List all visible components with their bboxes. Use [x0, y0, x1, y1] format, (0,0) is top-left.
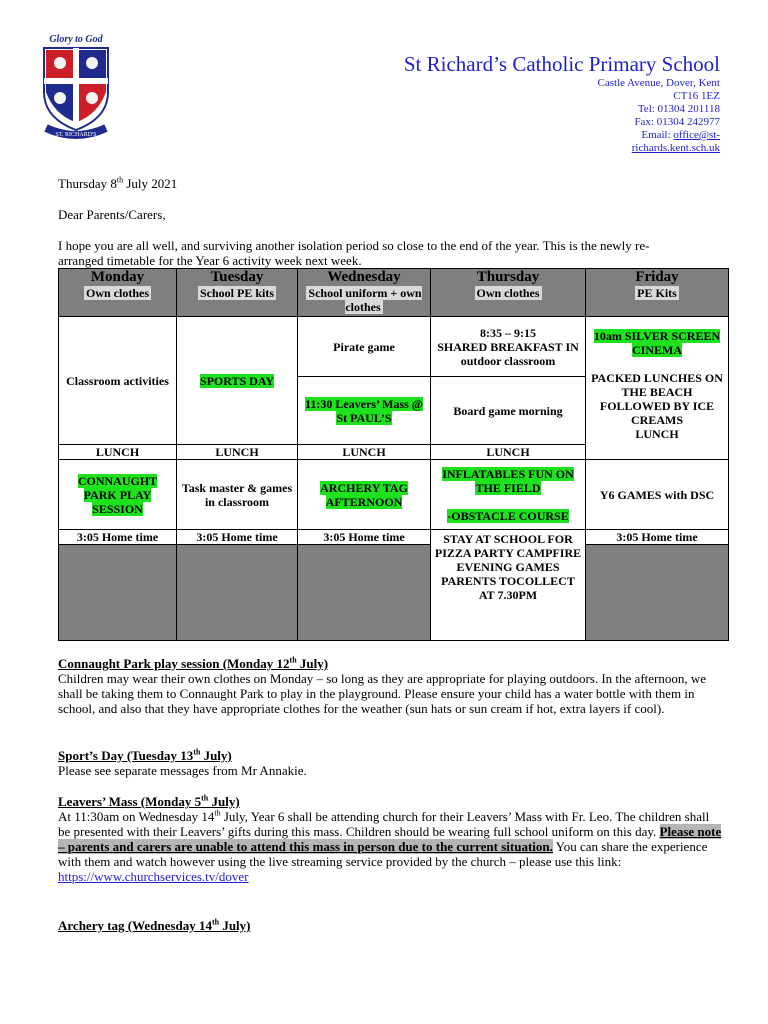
empty-grey-cell	[59, 545, 177, 641]
connaught-heading: Connaught Park play session (Monday 12th July)	[58, 655, 329, 671]
connaught-section	[58, 656, 722, 716]
connaught-text: Children may wear their own clothes on Monday – so long as they are appropriate for playing outdoors. In the afternoon, we shall be taking them to Connaught Park to play in the playground. Please ensure your child has a water bottle with them in school, and also that they have appropriate clothes for the weather (sun hats or sun cream if hot, extra layers if cool).	[58, 671, 707, 716]
home-time-cell: 3:05 Home time	[59, 530, 177, 545]
crest-motto: Glory to God	[49, 34, 103, 45]
day-header-monday: Monday Own clothes	[59, 269, 177, 317]
archery-section	[58, 918, 722, 933]
school-crest-logo	[36, 30, 116, 140]
day-header-friday: Friday PE Kits	[586, 269, 729, 317]
intro-line-2: arranged timetable for the Year 6 activity week next week.	[58, 253, 362, 268]
home-time-row	[59, 530, 729, 545]
lunch-cell: LUNCH	[298, 445, 431, 460]
wednesday-afternoon-cell: ARCHERY TAG AFTERNOON	[298, 460, 431, 530]
empty-grey-cell	[298, 545, 431, 641]
home-time-cell: 3:05 Home time	[586, 530, 729, 545]
email-label: Email:	[641, 129, 671, 141]
monday-afternoon-cell: CONNAUGHT PARK PLAY SESSION	[59, 460, 177, 530]
archery-heading: Archery tag (Wednesday 14th July)	[58, 917, 251, 933]
crest-name: ST. RICHARD'S	[55, 132, 97, 138]
tuesday-morning-cell: SPORTS DAY	[177, 317, 298, 445]
lunch-cell: LUNCH	[177, 445, 298, 460]
address-line-1: Castle Avenue, Dover, Kent	[597, 77, 720, 89]
evening-row	[59, 545, 729, 641]
intro-line-1: I hope you are all well, and surviving another isolation period so close to the end of the year. This is the newly re-	[58, 238, 650, 253]
church-stream-link[interactable]: https://www.churchservices.tv/dover	[58, 869, 249, 884]
friday-morning-cell: 10am SILVER SCREEN CINEMA PACKED LUNCHES ON THE BEACH FOLLOWED BY ICE CREAMS LUNCH	[586, 317, 729, 460]
thursday-morning-cell-2: Board game morning	[431, 377, 586, 445]
friday-afternoon-cell: Y6 GAMES with DSC	[586, 460, 729, 530]
letter-date: Thursday 8th July 2021	[58, 175, 178, 191]
lunch-cell: LUNCH	[431, 445, 586, 460]
thursday-morning-cell-1: 8:35 – 9:15 SHARED BREAKFAST IN outdoor classroom	[431, 317, 586, 377]
mass-notice: Please note – parents and carers are unable to attend this mass in person due to the current situation.	[58, 824, 722, 854]
wednesday-morning-cell-1: Pirate game	[298, 317, 431, 377]
day-header-wednesday: Wednesday School uniform + own clothes	[298, 269, 431, 317]
thursday-afternoon-cell: INFLATABLES FUN ON THE FIELD -OBSTACLE COURSE	[431, 460, 586, 530]
tuesday-afternoon-cell: Task master & games in classroom	[177, 460, 298, 530]
leavers-mass-heading: Leavers’ Mass (Monday 5th July)	[58, 793, 240, 809]
greeting: Dear Parents/Carers,	[58, 207, 166, 222]
thursday-evening-cell: STAY AT SCHOOL FOR PIZZA PARTY CAMPFIRE EVENING GAMES PARENTS TOCOLLECT AT 7.30PM	[431, 530, 586, 641]
empty-grey-cell	[177, 545, 298, 641]
home-time-cell: 3:05 Home time	[177, 530, 298, 545]
email-link[interactable]: office@st- richards.kent.sch.uk	[631, 129, 720, 154]
sports-day-heading: Sport’s Day (Tuesday 13th July)	[58, 747, 232, 763]
fax: Fax: 01304 242977	[634, 116, 720, 128]
telephone: Tel: 01304 201118	[637, 103, 720, 115]
day-header-tuesday: Tuesday School PE kits	[177, 269, 298, 317]
day-header-thursday: Thursday Own clothes	[431, 269, 586, 317]
timetable-header-row	[59, 269, 729, 317]
leavers-mass-section: Leavers’ Mass (Monday 5th July) At 11:30am on Wednesday 14th July, Year 6 shall be attending church for their Leavers’ Mass with Fr. Leo. The children shall be presented with their Leavers’ gifts during this mass. Children should be wearing full school uniform on this day. Please note – parents and carers are unable to attend this mass in person due to the current situation. You can share the experience with them and watch however using the live streaming service provided by the church – please use this link: https://www.churchservices.tv/dover	[58, 793, 722, 884]
address-line-2: CT16 1EZ	[673, 90, 720, 102]
email-row	[560, 129, 720, 155]
school-address-block	[560, 77, 720, 155]
lunch-cell: LUNCH	[59, 445, 177, 460]
sports-day-section	[58, 748, 722, 778]
activity-timetable	[58, 268, 729, 641]
monday-morning-cell: Classroom activities	[59, 317, 177, 445]
school-name: St Richard’s Catholic Primary School	[403, 52, 720, 76]
home-time-cell: 3:05 Home time	[298, 530, 431, 545]
wednesday-morning-cell-2: 11:30 Leavers’ Mass @ St PAUL’S	[298, 377, 431, 445]
empty-grey-cell	[586, 545, 729, 641]
sports-day-text: Please see separate messages from Mr Annakie.	[58, 763, 307, 778]
